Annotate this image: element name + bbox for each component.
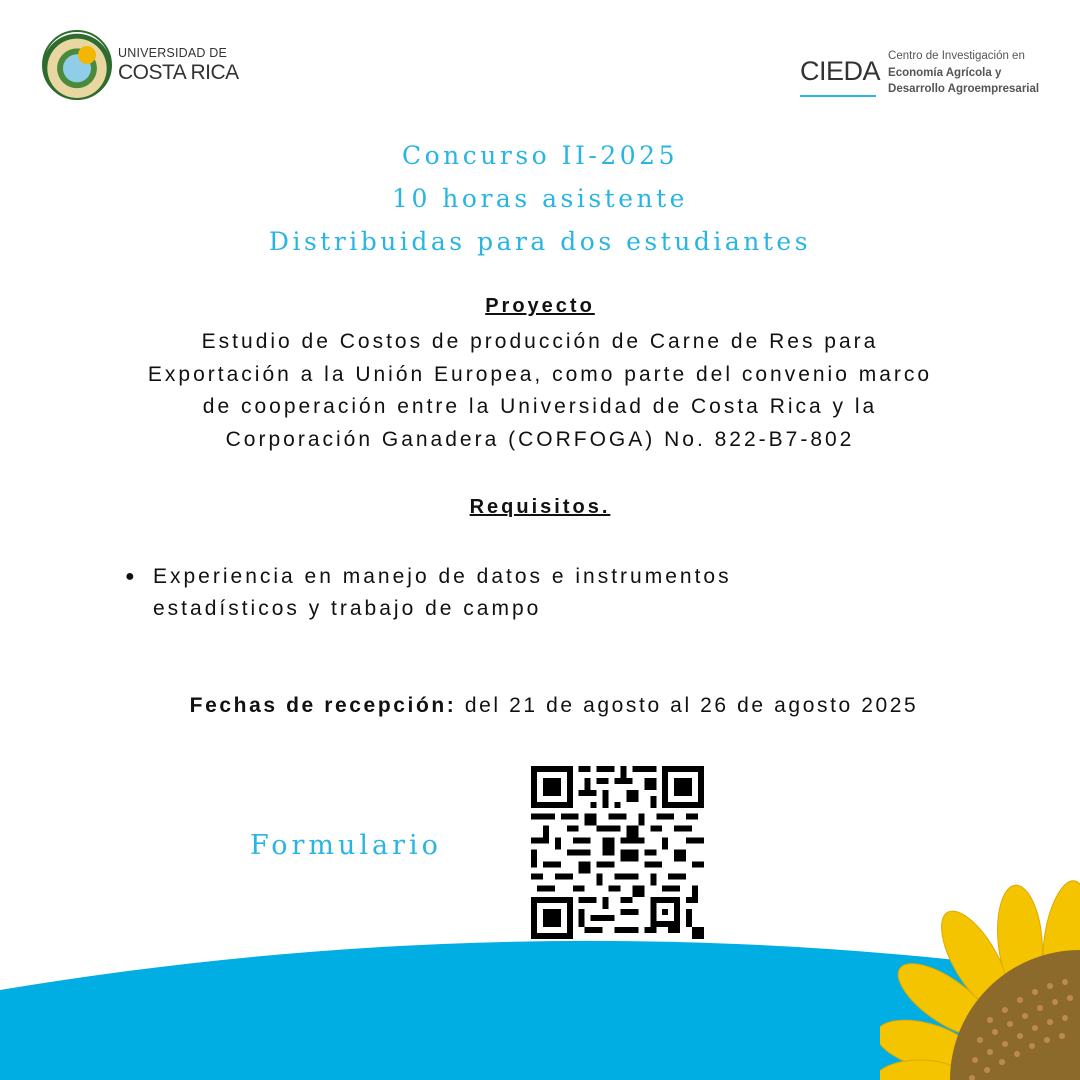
project-line: Estudio de Costos de producción de Carne de Res para	[201, 330, 879, 353]
ucr-name-line2: COSTA RICA	[118, 60, 239, 84]
cieda-underline	[800, 95, 876, 97]
bullet-icon: ●	[125, 568, 138, 585]
ucr-seal-icon	[42, 30, 112, 100]
project-description	[0, 326, 1080, 456]
title-hours: 10 horas asistente	[392, 184, 688, 213]
cieda-line2: Economía Agrícola y	[888, 66, 1002, 79]
qr-code-icon[interactable]	[530, 766, 705, 939]
cieda-line3: Desarrollo Agroempresarial	[888, 83, 1040, 96]
dates-label: Fechas de recepción:	[189, 694, 457, 717]
project-line: Corporación Ganadera (CORFOGA) No. 822-B7-802	[225, 427, 855, 451]
ucr-logo	[42, 30, 239, 100]
title-block	[0, 134, 1080, 263]
project-line: Exportación a la Unión Europea, como parte del convenio marco	[147, 362, 933, 386]
cieda-line1: Centro de Investigación en	[888, 50, 1025, 62]
requirement-text: Experiencia en manejo de datos e instrumentos	[153, 565, 732, 588]
cieda-acronym: CIEDA	[800, 56, 881, 86]
dates-value: del 21 de agosto al 26 de agosto 2025	[456, 694, 919, 717]
title-distribution: Distribuidas para dos estudiantes	[268, 227, 812, 256]
list-item	[125, 561, 732, 625]
cieda-logo	[800, 48, 1039, 98]
form-label: Formulario	[250, 830, 442, 861]
requirements-list	[125, 561, 732, 625]
reception-dates	[0, 694, 1080, 718]
project-heading: Proyecto	[485, 295, 595, 317]
requirements-heading: Requisitos.	[469, 496, 611, 518]
sunflower-icon	[880, 880, 1080, 1080]
ucr-name-line1: UNIVERSIDAD DE	[118, 46, 228, 61]
project-line: de cooperación entre la Universidad de Costa Rica y la	[202, 395, 878, 418]
requirement-text: estadísticos y trabajo de campo	[153, 597, 542, 620]
title-contest: Concurso II-2025	[402, 141, 678, 170]
